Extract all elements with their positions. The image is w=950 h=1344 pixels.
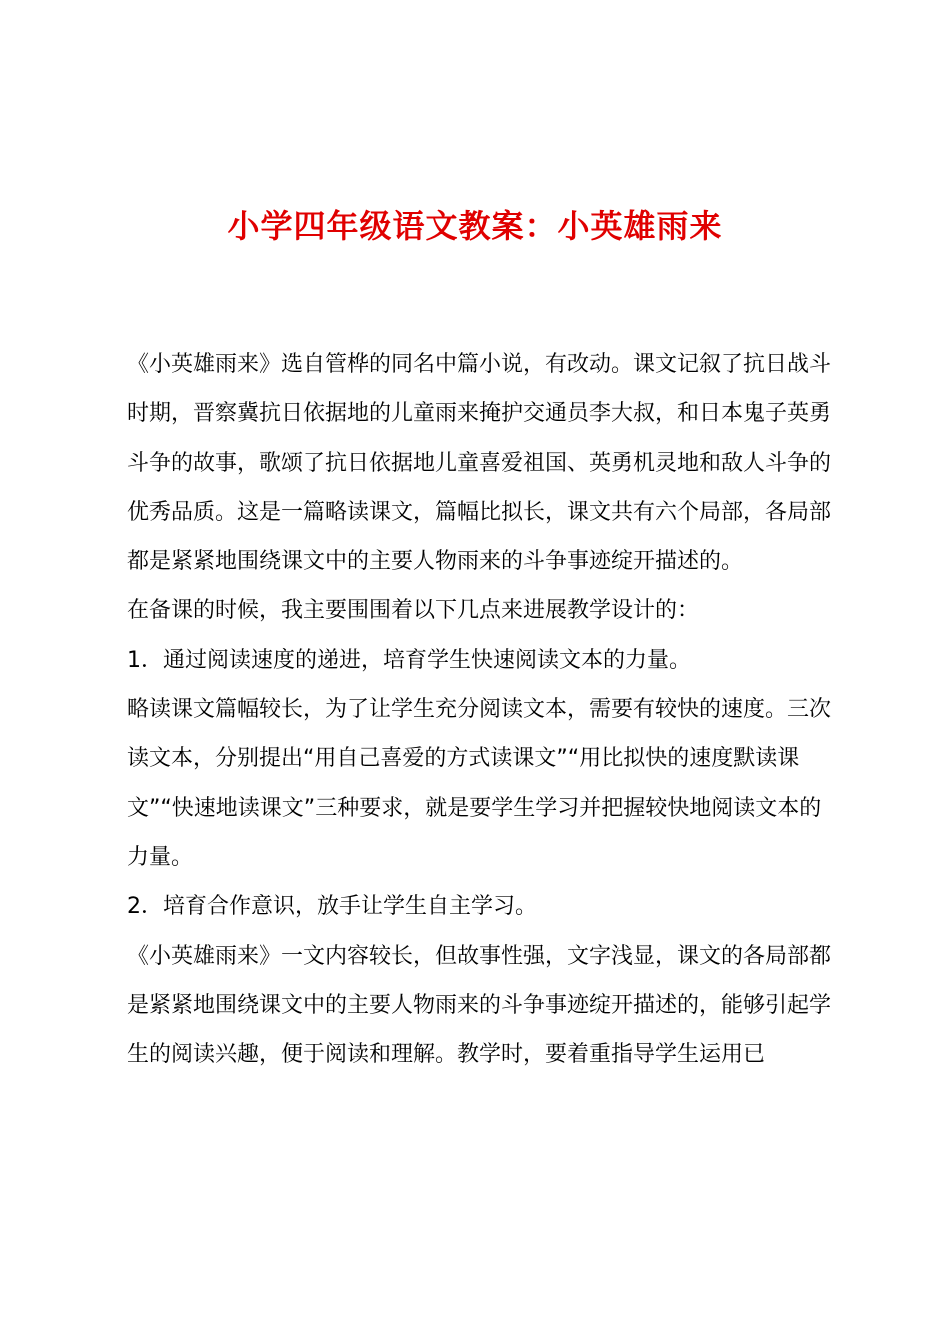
paragraph-point-2-detail: 《小英雄雨来》一文内容较长，但故事性强，文字浅显，课文的各局部都是紧紧地围绕课文中的主要人物雨来的斗争事迹绽开描述的，能够引起学生的阅读兴趣，便于阅读和理解。教学时，要着重指导学生运用已 (127, 943, 832, 1068)
paragraph-preparation: 在备课的时候，我主要围围着以下几点来进展教学设计的： (127, 598, 700, 624)
document-body (127, 340, 835, 1079)
paragraph-point-2: 2．培育合作意识，放手让学生自主学习。 (127, 894, 537, 920)
paragraph-point-1-detail: 略读课文篇幅较长，为了让学生充分阅读文本，需要有较快的速度。三次读文本，分别提出“用自己喜爱的方式读课文”“用比拟快的速度默读课文”“快速地读课文”三种要求，就是要学生学习并把握较快地阅读文本的力量。 (127, 697, 832, 870)
paragraph-intro: 《小英雄雨来》选自管桦的同名中篇小说，有改动。课文记叙了抗日战斗时期，晋察冀抗日依据地的儿童雨来掩护交通员李大叔，和日本鬼子英勇斗争的故事，歌颂了抗日依据地儿童喜爱祖国、英勇机灵地和敌人斗争的优秀品质。这是一篇略读课文，篇幅比拟长，课文共有六个局部，各局部都是紧紧地围绕课文中的主要人物雨来的斗争事迹绽开描述的。 (127, 352, 832, 575)
paragraph-point-1: 1．通过阅读速度的递进，培育学生快速阅读文本的力量。 (127, 647, 691, 673)
document-title: 小学四年级语文教案：小英雄雨来 (227, 207, 723, 245)
